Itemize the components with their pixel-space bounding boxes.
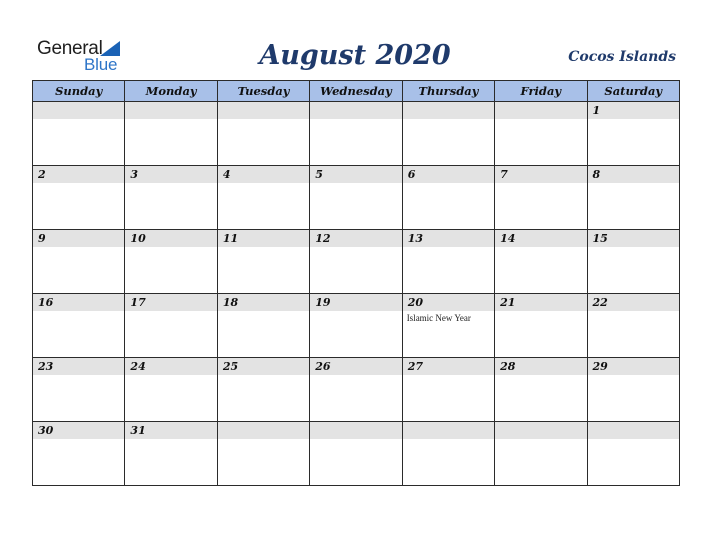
day-cell bbox=[33, 422, 125, 486]
day-cell bbox=[495, 230, 587, 294]
weekday-header: Monday bbox=[125, 81, 217, 102]
day-number: 20 bbox=[407, 296, 423, 309]
day-number: 1 bbox=[592, 104, 601, 117]
weekday-header: Friday bbox=[495, 81, 587, 102]
day-cell bbox=[310, 166, 402, 230]
day-cell-band bbox=[33, 166, 124, 183]
country-name: Cocos Islands bbox=[568, 49, 676, 65]
day-cell-band bbox=[310, 422, 401, 439]
day-cell bbox=[587, 102, 679, 166]
day-number: 31 bbox=[130, 424, 146, 437]
day-cell-band bbox=[33, 230, 124, 247]
general-blue-logo bbox=[37, 38, 127, 74]
day-cell bbox=[310, 422, 402, 486]
day-cell bbox=[217, 422, 309, 486]
day-cell bbox=[33, 166, 125, 230]
day-cell-band bbox=[403, 422, 494, 439]
day-cell bbox=[402, 358, 494, 422]
day-cell bbox=[587, 422, 679, 486]
calendar-grid bbox=[32, 80, 680, 486]
day-cell-band bbox=[495, 102, 586, 119]
day-number: 24 bbox=[130, 360, 146, 373]
day-cell-band bbox=[495, 166, 586, 183]
weekday-header: Saturday bbox=[587, 81, 679, 102]
day-cell bbox=[495, 166, 587, 230]
day-cell bbox=[402, 230, 494, 294]
day-cell bbox=[217, 294, 309, 358]
day-number: 12 bbox=[315, 232, 331, 245]
day-number: 26 bbox=[315, 360, 331, 373]
day-cell bbox=[402, 294, 494, 358]
day-cell bbox=[495, 358, 587, 422]
day-cell bbox=[587, 358, 679, 422]
day-cell-band bbox=[125, 102, 216, 119]
week-row bbox=[33, 358, 680, 422]
day-cell bbox=[402, 102, 494, 166]
day-cell bbox=[310, 102, 402, 166]
day-cell-band bbox=[588, 166, 679, 183]
weekday-header-row bbox=[33, 81, 680, 102]
week-row bbox=[33, 166, 680, 230]
week-row bbox=[33, 102, 680, 166]
day-cell bbox=[310, 294, 402, 358]
day-cell bbox=[33, 102, 125, 166]
day-cell bbox=[217, 358, 309, 422]
day-number: 21 bbox=[500, 296, 516, 309]
day-cell bbox=[125, 102, 217, 166]
day-cell-band bbox=[588, 422, 679, 439]
day-cell bbox=[402, 422, 494, 486]
day-cell bbox=[587, 230, 679, 294]
day-cell-band bbox=[403, 166, 494, 183]
day-cell-band bbox=[310, 102, 401, 119]
day-number: 22 bbox=[592, 296, 608, 309]
week-row bbox=[33, 294, 680, 358]
day-cell bbox=[495, 294, 587, 358]
day-cell bbox=[402, 166, 494, 230]
day-cell bbox=[33, 358, 125, 422]
weekday-header: Thursday bbox=[402, 81, 494, 102]
day-cell bbox=[217, 230, 309, 294]
day-cell bbox=[310, 230, 402, 294]
day-cell bbox=[125, 358, 217, 422]
day-cell bbox=[495, 422, 587, 486]
day-cell bbox=[125, 294, 217, 358]
day-cell-band bbox=[495, 422, 586, 439]
day-cell bbox=[33, 294, 125, 358]
day-number: 6 bbox=[407, 168, 416, 181]
day-cell-band bbox=[310, 166, 401, 183]
day-number: 19 bbox=[315, 296, 331, 309]
day-number: 18 bbox=[222, 296, 239, 309]
day-number: 23 bbox=[38, 360, 54, 373]
logo-triangle-icon bbox=[100, 41, 120, 56]
day-number: 29 bbox=[592, 360, 608, 373]
day-cell bbox=[125, 166, 217, 230]
day-cell bbox=[310, 358, 402, 422]
day-number: 5 bbox=[315, 168, 323, 181]
week-row bbox=[33, 230, 680, 294]
day-number: 25 bbox=[222, 360, 239, 373]
logo-text-blue: Blue bbox=[84, 55, 118, 74]
day-cell bbox=[217, 166, 309, 230]
day-number: 17 bbox=[130, 296, 146, 309]
weekday-header: Tuesday bbox=[217, 81, 309, 102]
weekday-header: Sunday bbox=[33, 81, 125, 102]
day-number: 28 bbox=[500, 360, 516, 373]
day-cell-band bbox=[588, 102, 679, 119]
holiday-label: Islamic New Year bbox=[406, 313, 471, 323]
day-number: 27 bbox=[407, 360, 423, 373]
logo-text-general: General bbox=[37, 38, 103, 59]
day-number: 14 bbox=[500, 232, 516, 245]
day-number: 3 bbox=[130, 168, 139, 181]
day-number: 2 bbox=[38, 168, 46, 181]
day-cell-band bbox=[125, 166, 216, 183]
weekday-header: Wednesday bbox=[310, 81, 402, 102]
day-cell bbox=[33, 230, 125, 294]
day-cell bbox=[217, 102, 309, 166]
day-cell bbox=[125, 422, 217, 486]
day-cell bbox=[495, 102, 587, 166]
calendar-title: August 2020 bbox=[259, 40, 451, 71]
day-cell-band bbox=[218, 102, 309, 119]
day-number: 11 bbox=[222, 232, 239, 245]
day-number: 16 bbox=[38, 296, 54, 309]
day-number: 15 bbox=[592, 232, 608, 245]
day-number: 9 bbox=[38, 232, 46, 245]
day-cell-band bbox=[218, 422, 309, 439]
day-number: 4 bbox=[222, 168, 231, 181]
day-cell bbox=[587, 166, 679, 230]
week-row bbox=[33, 422, 680, 486]
day-number: 30 bbox=[38, 424, 54, 437]
day-cell-band bbox=[403, 102, 494, 119]
day-number: 13 bbox=[407, 232, 423, 245]
day-cell-band bbox=[218, 166, 309, 183]
day-number: 8 bbox=[592, 168, 601, 181]
day-number: 10 bbox=[130, 232, 146, 245]
day-number: 7 bbox=[500, 168, 508, 181]
day-cell bbox=[587, 294, 679, 358]
day-cell bbox=[125, 230, 217, 294]
day-cell-band bbox=[33, 102, 124, 119]
